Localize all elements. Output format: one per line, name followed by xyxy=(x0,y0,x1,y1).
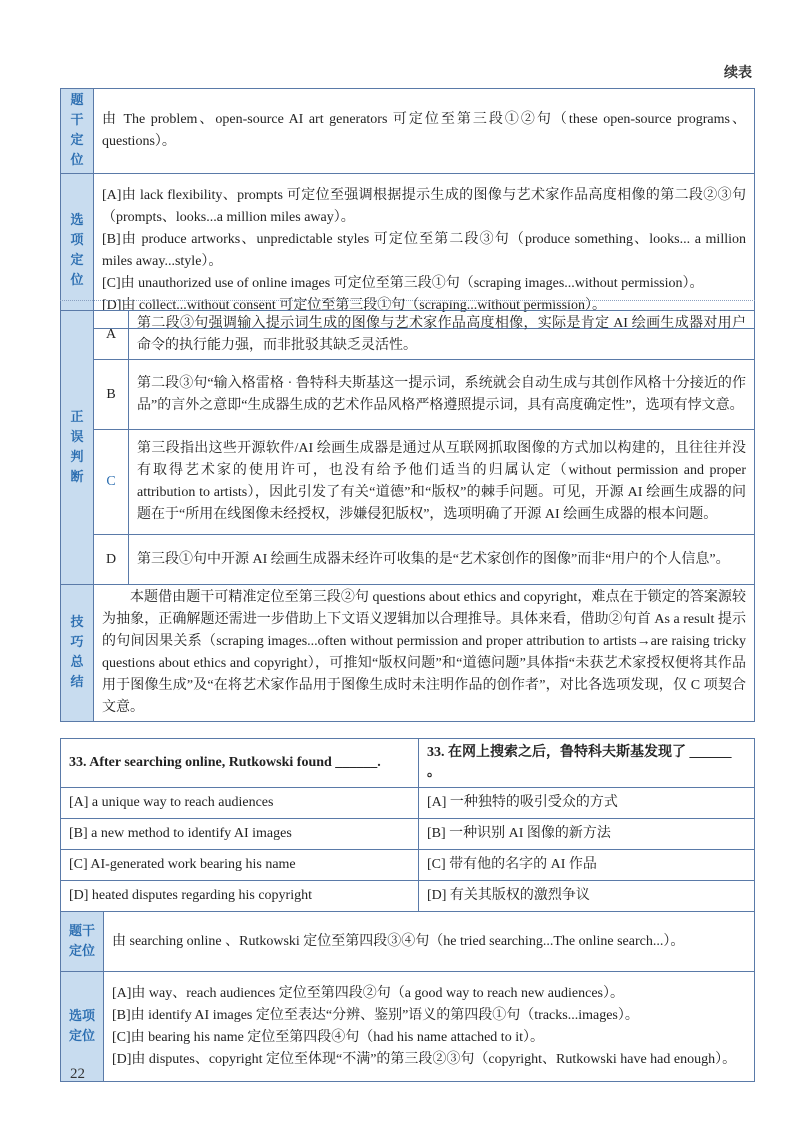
summary-text: 本题借由题干可精准定位至第三段②句 questions about ethics and copyright，难点在于锁定的答案源较为抽象，正确解题还需进一步借助上下文语义逻辑加以合理推导。具体来看，借助②句首 As a result 提示的句间因果关系（scraping images...often without permission and proper attribution to artists→are raising tricky questions about ethics and copyright），可推知“版权问题”和“道德问题”具体指“未获艺术家授权便将其作品用于图像生成”及“在将艺术家作品用于图像生成时未注明作品的创作者”，对比各选项发现，仅 C 项契合文意。 xyxy=(102,590,746,715)
question-en: 33. After searching online, Rutkowski found ______. xyxy=(61,739,419,788)
option-locate-33-d: [D]由 disputes、copyright 定位至体现“不满”的第三段②③句（copyright、Rutkowski have had enough）。 xyxy=(112,1051,737,1067)
option-zh-c: [C] 带有他的名字的 AI 作品 xyxy=(419,850,755,881)
dotted-divider xyxy=(60,300,755,301)
judgement-letter-c: C xyxy=(94,430,129,535)
judgement-letter-a: A xyxy=(94,311,129,360)
stem-locate-label-33: 题干定位 xyxy=(61,912,104,972)
stem-locate-text: 由 The problem、open-source AI art generators 可定位至第三段①②句（these open-source programs、questions）。 xyxy=(102,112,746,149)
stem-locate-text-33: 由 searching online 、Rutkowski 定位至第四段③④句（he tried searching...The online search...）。 xyxy=(112,933,685,949)
option-zh-a: [A] 一种独特的吸引受众的方式 xyxy=(419,788,755,819)
option-en-d: [D] heated disputes regarding his copyright xyxy=(61,881,419,912)
question-zh: 33. 在网上搜索之后，鲁特科夫斯基发现了 ______ 。 xyxy=(419,739,755,788)
options-locate-label: 选项定位 xyxy=(61,174,94,329)
question-33-table xyxy=(60,738,755,1082)
option-locate-d: [D]由 collect...without consent 可定位至第三段①句（scraping...without permission）。 xyxy=(102,298,606,313)
option-locate-a: [A]由 lack flexibility、prompts 可定位至强调根据提示生成的图像与艺术家作品高度相像的第二段②③句（prompts、looks...a million miles away）。 xyxy=(102,188,746,225)
continued-label: 续表 xyxy=(724,65,752,81)
judgement-text-d: 第三段①句中开源 AI 绘画生成器未经许可收集的是“艺术家创作的图像”而非“用户的个人信息”。 xyxy=(137,551,730,567)
judgement-label: 正误判断 xyxy=(61,311,94,585)
stem-locate-label: 题干定位 xyxy=(61,89,94,174)
option-locate-33-c: [C]由 bearing his name 定位至第四段④句（had his name attached to it）。 xyxy=(112,1029,544,1045)
option-locate-c: [C]由 unauthorized use of online images 可定位至第三段①句（scraping images...without permission）。 xyxy=(102,276,704,291)
option-zh-d: [D] 有关其版权的激烈争议 xyxy=(419,881,755,912)
option-en-b: [B] a new method to identify AI images xyxy=(61,819,419,850)
option-en-c: [C] AI-generated work bearing his name xyxy=(61,850,419,881)
judgement-text-c: 第三段指出这些开源软件/AI 绘画生成器是通过从互联网抓取图像的方式加以构建的，且往往并没有取得艺术家的使用许可，也没有给予他们适当的归属认定（without permission and proper attribution to artists），因此引发了有关“道德”和“版权”的棘手问题。可见，开源 AI 绘画生成器的问题在于“所用在线图像未经授权，涉嫌侵犯版权”，选项明确了开源 AI 绘画生成器的根本问题。 xyxy=(137,441,746,522)
page-number: 22 xyxy=(70,1066,85,1082)
judgement-letter-d: D xyxy=(94,535,129,585)
option-zh-b: [B] 一种识别 AI 图像的新方法 xyxy=(419,819,755,850)
option-locate-33-a: [A]由 way、reach audiences 定位至第四段②句（a good way to reach new audiences）。 xyxy=(112,985,625,1001)
option-en-a: [A] a unique way to reach audiences xyxy=(61,788,419,819)
judgement-text-a: 第二段③句强调输入提示词生成的图像与艺术家作品高度相像，实际是肯定 AI 绘画生成器对用户命令的执行能力强，而非批驳其缺乏灵活性。 xyxy=(137,316,746,353)
summary-label: 技巧总结 xyxy=(61,585,94,722)
judgement-letter-b: B xyxy=(94,360,129,430)
locate-table-32 xyxy=(60,88,755,329)
judgement-table xyxy=(60,310,755,722)
options-locate-label-33: 选项定位 xyxy=(61,972,104,1082)
option-locate-33-b: [B]由 identify AI images 定位至表达“分辨、鉴别”语义的第四段①句（tracks...images）。 xyxy=(112,1007,639,1023)
option-locate-b: [B]由 produce artworks、unpredictable styles 可定位至第二段③句（produce something、looks... a million miles away...style）。 xyxy=(102,232,746,269)
judgement-text-b: 第二段③句“输入格雷格 · 鲁特科夫斯基这一提示词，系统就会自动生成与其创作风格十分接近的作品”的言外之意即“生成器生成的艺术作品风格严格遵照提示词，具有高度确定性”，选项有悖文意。 xyxy=(137,375,746,413)
